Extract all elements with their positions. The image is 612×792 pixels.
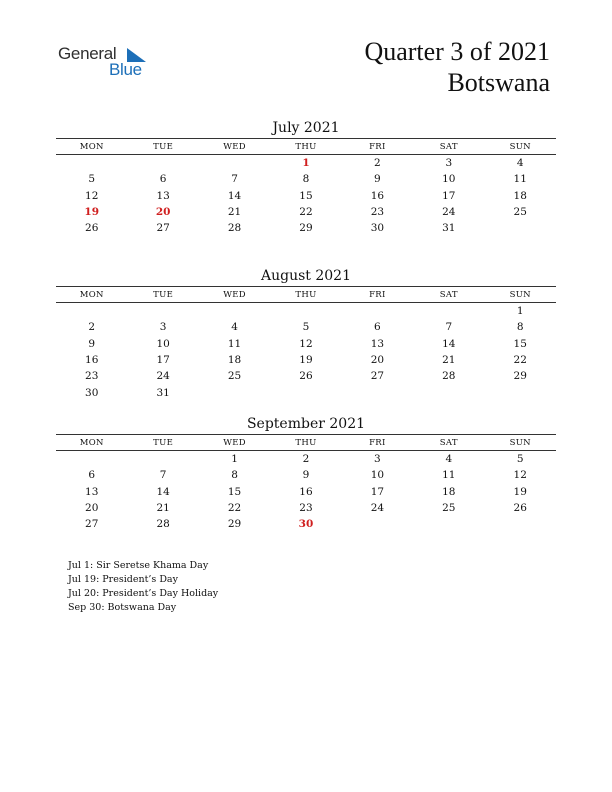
date-cell: 21 — [227, 206, 242, 219]
month-name: September 2021 — [246, 416, 366, 432]
date-cell: 1 — [231, 453, 238, 466]
week-row — [56, 336, 556, 352]
weekday-label: SAT — [439, 141, 458, 152]
date-cell: 6 — [374, 321, 381, 334]
weekday-label: SUN — [509, 141, 531, 152]
weekday-header — [56, 286, 556, 303]
weekday-label: MON — [79, 141, 104, 152]
weekday-label: SAT — [439, 289, 458, 300]
date-cell: 7 — [159, 469, 167, 482]
weekday-label: FRI — [369, 289, 386, 300]
weekday-label: TUE — [153, 437, 174, 448]
date-cell: 22 — [513, 354, 527, 367]
date-cell: 27 — [156, 222, 170, 235]
weekday-label: SAT — [439, 437, 458, 448]
date-cell: 2 — [88, 321, 96, 334]
date-cell: 17 — [370, 485, 385, 498]
weekday-label: MON — [79, 289, 104, 300]
weekday-label: TUE — [153, 289, 174, 300]
date-cell: 9 — [302, 469, 310, 482]
holiday-note: Sep 30: Botswana Day — [68, 602, 177, 613]
date-cell: 13 — [85, 485, 99, 498]
weekday-label: THU — [295, 289, 317, 300]
brand-blue-text: Blue — [109, 60, 142, 79]
month-calendar — [56, 118, 556, 236]
date-cell: 5 — [302, 321, 310, 334]
date-cell: 12 — [513, 469, 527, 482]
month-name: July 2021 — [272, 120, 340, 136]
date-cell: 13 — [156, 189, 170, 202]
date-cell: 1 — [516, 305, 524, 318]
date-cell: 26 — [299, 370, 313, 383]
date-cell: 9 — [88, 337, 96, 350]
date-cell: 21 — [156, 502, 170, 515]
date-cell: 18 — [227, 354, 242, 367]
date-cell: 25 — [513, 206, 527, 219]
month-calendar — [56, 414, 556, 532]
week-row — [56, 368, 556, 384]
title-quarter: Quarter 3 of 2021 — [364, 37, 550, 66]
holiday-date: 19 — [84, 206, 100, 219]
date-cell: 18 — [442, 485, 456, 498]
weekday-label: WED — [223, 437, 246, 448]
date-cell: 8 — [302, 173, 310, 186]
date-cell: 25 — [227, 370, 242, 383]
date-cell: 7 — [445, 321, 453, 334]
date-cell: 29 — [227, 518, 242, 531]
date-cell: 7 — [231, 173, 238, 186]
date-cell: 11 — [227, 337, 242, 350]
week-row — [56, 303, 556, 319]
week-row — [56, 155, 556, 171]
date-cell: 3 — [374, 453, 381, 466]
date-cell: 25 — [442, 502, 456, 515]
date-cell: 9 — [374, 173, 381, 186]
date-cell: 30 — [85, 386, 99, 399]
date-cell: 26 — [513, 502, 527, 515]
date-cell: 14 — [442, 337, 456, 350]
holiday-note: Jul 19: President’s Day — [68, 574, 178, 585]
date-cell: 13 — [370, 337, 385, 350]
date-cell: 3 — [445, 157, 453, 170]
date-cell: 18 — [513, 189, 527, 202]
holiday-date: 20 — [155, 206, 171, 219]
date-cell: 22 — [299, 206, 313, 219]
weekday-label: MON — [79, 437, 104, 448]
weekday-header — [56, 434, 556, 451]
date-cell: 27 — [370, 370, 385, 383]
date-cell: 22 — [227, 502, 242, 515]
date-cell: 10 — [156, 337, 170, 350]
week-row — [56, 220, 556, 236]
date-cell: 8 — [231, 469, 238, 482]
date-cell: 17 — [156, 354, 170, 367]
date-cell: 28 — [156, 518, 170, 531]
holiday-notes — [68, 559, 218, 615]
date-cell: 2 — [374, 157, 381, 170]
date-cell: 6 — [159, 173, 167, 186]
weekday-label: THU — [295, 141, 317, 152]
title-country: Botswana — [447, 68, 550, 97]
date-cell: 23 — [85, 370, 99, 383]
weekday-label: WED — [223, 141, 246, 152]
date-cell: 29 — [299, 222, 313, 235]
weekday-label: TUE — [153, 141, 174, 152]
weekday-label: SUN — [509, 437, 531, 448]
week-row — [56, 171, 556, 187]
date-cell: 16 — [85, 354, 99, 367]
holiday-note: Jul 1: Sir Seretse Khama Day — [68, 560, 209, 571]
week-row — [56, 384, 556, 400]
date-cell: 30 — [370, 222, 385, 235]
weekday-label: SUN — [509, 289, 531, 300]
week-row — [56, 467, 556, 483]
date-cell: 29 — [513, 370, 527, 383]
week-row — [56, 319, 556, 335]
week-row — [56, 516, 556, 532]
date-cell: 4 — [231, 321, 238, 334]
date-cell: 16 — [370, 189, 385, 202]
date-cell: 23 — [299, 502, 313, 515]
date-cell: 20 — [370, 354, 385, 367]
page-title — [364, 36, 550, 98]
date-cell: 15 — [299, 189, 313, 202]
date-cell: 28 — [227, 222, 242, 235]
date-cell: 12 — [85, 189, 99, 202]
date-cell: 19 — [513, 485, 527, 498]
date-cell: 23 — [370, 206, 385, 219]
date-cell: 24 — [156, 370, 170, 383]
week-row — [56, 500, 556, 516]
month-calendar — [56, 266, 556, 401]
week-row — [56, 204, 556, 220]
date-cell: 15 — [227, 485, 242, 498]
weekday-label: WED — [223, 289, 246, 300]
date-cell: 10 — [370, 469, 385, 482]
date-cell: 4 — [516, 157, 524, 170]
date-cell: 14 — [227, 189, 242, 202]
date-cell: 31 — [156, 386, 170, 399]
week-row — [56, 188, 556, 204]
date-cell: 11 — [513, 173, 527, 186]
date-cell: 4 — [445, 453, 453, 466]
holiday-note: Jul 20: President’s Day Holiday — [68, 588, 219, 599]
date-cell: 17 — [442, 189, 456, 202]
month-name: August 2021 — [261, 268, 351, 284]
weekday-header — [56, 138, 556, 155]
date-cell: 16 — [299, 485, 313, 498]
date-cell: 5 — [88, 173, 96, 186]
date-cell: 14 — [156, 485, 170, 498]
week-row — [56, 451, 556, 467]
date-cell: 3 — [159, 321, 167, 334]
brand-logo — [58, 44, 158, 84]
weekday-label: FRI — [369, 141, 386, 152]
week-row — [56, 484, 556, 500]
date-cell: 6 — [88, 469, 96, 482]
weekday-label: FRI — [369, 437, 386, 448]
date-cell: 20 — [85, 502, 99, 515]
date-cell: 31 — [442, 222, 456, 235]
date-cell: 19 — [299, 354, 313, 367]
week-row — [56, 352, 556, 368]
date-cell: 11 — [442, 469, 456, 482]
date-cell: 15 — [513, 337, 527, 350]
date-cell: 21 — [442, 354, 456, 367]
date-cell: 5 — [516, 453, 524, 466]
holiday-date: 30 — [298, 518, 314, 531]
date-cell: 2 — [302, 453, 310, 466]
date-cell: 10 — [442, 173, 456, 186]
date-cell: 8 — [516, 321, 524, 334]
weekday-label: THU — [295, 437, 317, 448]
date-cell: 27 — [85, 518, 99, 531]
date-cell: 12 — [299, 337, 313, 350]
holiday-date: 1 — [302, 157, 310, 170]
date-cell: 24 — [370, 502, 385, 515]
date-cell: 24 — [442, 206, 456, 219]
date-cell: 28 — [442, 370, 456, 383]
brand-general-text: General — [58, 44, 117, 63]
date-cell: 26 — [85, 222, 99, 235]
